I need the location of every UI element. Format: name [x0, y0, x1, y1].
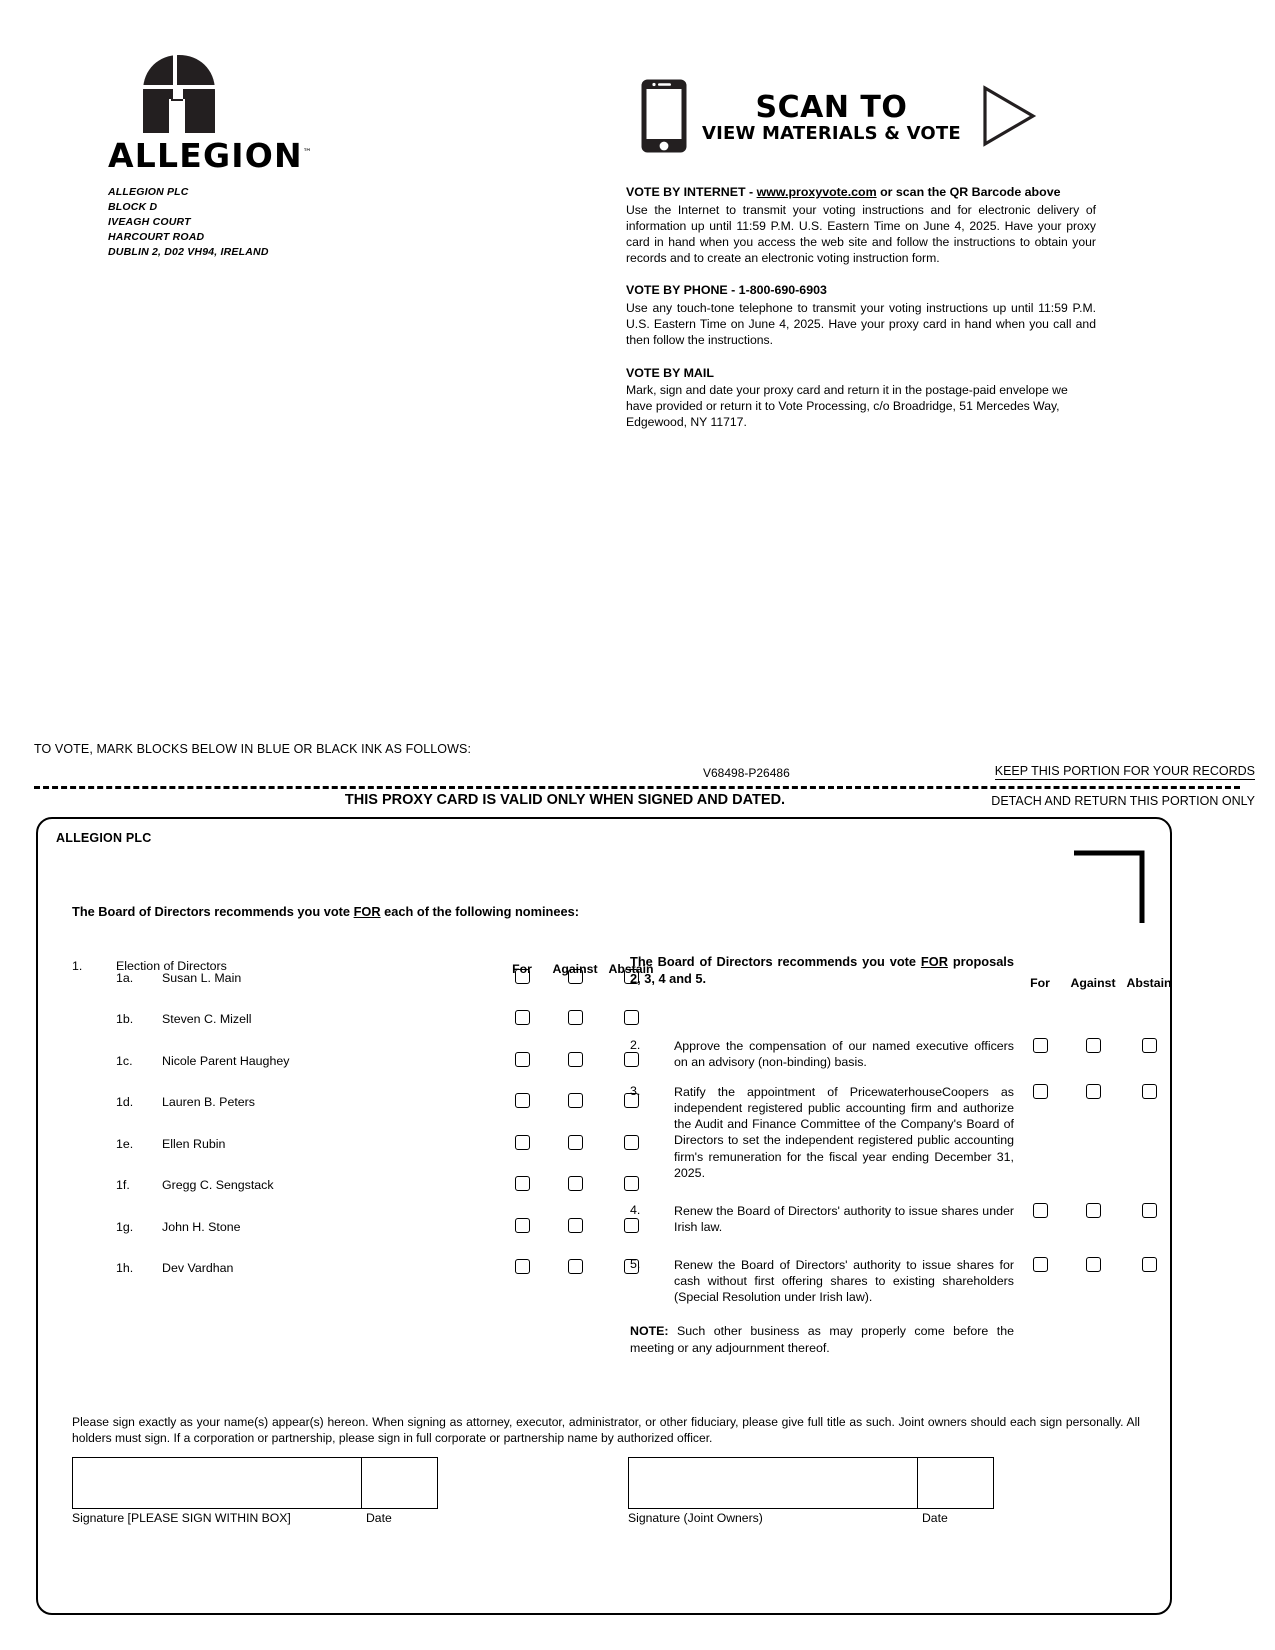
- nominee-row: [72, 1010, 612, 1052]
- nominee-number: 1c.: [116, 1053, 133, 1068]
- vote-for-cell[interactable]: [497, 1218, 547, 1238]
- vote-method-internet: [626, 184, 1096, 266]
- proposal-text: Renew the Board of Directors' authority to issue shares for cash without first offering shares to existing shareholders (Special Resolution under Irish law).: [674, 1258, 1014, 1305]
- perforation-line: [34, 786, 1240, 789]
- proposal-vote-boxes: [1015, 1084, 1177, 1104]
- mobile-phone-icon: [640, 78, 688, 159]
- checkbox-for[interactable]: [515, 1218, 530, 1233]
- allegion-logo-icon: [143, 55, 215, 133]
- address-line: IVEAGH COURT: [108, 215, 191, 228]
- play-triangle-icon: [981, 85, 1037, 152]
- checkbox-against[interactable]: [1086, 1257, 1101, 1272]
- vote-for-cell[interactable]: [1015, 1257, 1065, 1277]
- checkbox-abstain[interactable]: [1142, 1203, 1157, 1218]
- right-rec-part2: proposals 2, 3, 4 and 5.: [630, 954, 1014, 986]
- proposal-vote-boxes: [1015, 1203, 1177, 1223]
- vote-against-cell[interactable]: [1065, 1038, 1121, 1058]
- address-line: ALLEGION PLC: [108, 186, 189, 198]
- vote-against-cell[interactable]: [547, 1052, 603, 1072]
- proposal-text: Ratify the appointment of PricewaterhouseCoopers as independent registered public accounting firm and authorize the Audit and Finance Committee of the Company's Board of Directors to set the independent registered public accounting firm's remuneration for the fiscal year ending December 31, 2025.: [674, 1085, 1014, 1180]
- nominee-row: [72, 1259, 612, 1301]
- proposal-number: 5.: [630, 1257, 641, 1272]
- nominee-row: [72, 1135, 612, 1177]
- proxy-card: [36, 817, 1172, 1615]
- nominee-list: [72, 969, 612, 1301]
- vote-for-cell[interactable]: [1015, 1203, 1065, 1223]
- vote-mail-body: Mark, sign and date your proxy card and return it in the postage-paid envelope we have provided or return it to Vote Processing, c/o Broadridge, 51 Mercedes Way, Edgewood, NY 11717.: [626, 383, 1068, 430]
- checkbox-against[interactable]: [568, 1176, 583, 1191]
- scan-text-block: [702, 92, 961, 144]
- right-recommendation-heading: [630, 954, 1014, 988]
- vote-for-cell[interactable]: [497, 1135, 547, 1155]
- nominee-row: [72, 969, 612, 1011]
- nominee-name: Dev Vardhan: [162, 1261, 234, 1276]
- vote-for-cell[interactable]: [497, 1259, 547, 1279]
- checkbox-for[interactable]: [1033, 1084, 1048, 1099]
- trademark-symbol: ™: [302, 148, 313, 158]
- signature-pair-joint: [628, 1457, 994, 1509]
- left-header-for: For: [512, 962, 532, 976]
- proposal-vote-boxes: [1015, 1257, 1177, 1277]
- nominee-number: 1a.: [116, 970, 134, 985]
- nominee-name: Gregg C. Sengstack: [162, 1178, 274, 1193]
- proposal-text: Renew the Board of Directors' authority to issue shares under Irish law.: [674, 1203, 1014, 1234]
- checkbox-for[interactable]: [515, 1093, 530, 1108]
- checkbox-against[interactable]: [568, 1052, 583, 1067]
- proposal-number: 3.: [630, 1084, 641, 1099]
- vote-abstain-cell[interactable]: [1121, 1257, 1177, 1277]
- vote-against-cell[interactable]: [547, 1093, 603, 1113]
- vote-for-cell[interactable]: [497, 1093, 547, 1113]
- proposal-vote-boxes: [1015, 1038, 1177, 1058]
- card-company-title: ALLEGION PLC: [56, 831, 152, 845]
- mark-blocks-instruction: TO VOTE, MARK BLOCKS BELOW IN BLUE OR BLACK INK AS FOLLOWS:: [34, 742, 472, 756]
- checkbox-against[interactable]: [568, 1135, 583, 1150]
- checkbox-against[interactable]: [1086, 1203, 1101, 1218]
- proxyvote-link[interactable]: www.proxyvote.com: [756, 185, 877, 199]
- logo-wordmark: [108, 136, 438, 175]
- right-rec-part1: The Board of Directors recommends you vote: [630, 954, 921, 969]
- keep-portion-label: KEEP THIS PORTION FOR YOUR RECORDS: [994, 764, 1255, 778]
- nominee-name: Lauren B. Peters: [162, 1095, 255, 1110]
- note-label: NOTE:: [630, 1324, 669, 1339]
- nominee-name: Ellen Rubin: [162, 1136, 226, 1151]
- checkbox-for[interactable]: [515, 1259, 530, 1274]
- ballot-columns: [38, 904, 1170, 1464]
- valid-when-signed-notice: THIS PROXY CARD IS VALID ONLY WHEN SIGNED AND DATED.: [344, 792, 786, 808]
- vote-internet-body: Use the Internet to transmit your voting instructions and for electronic delivery of information up until 11:59 P.M. U.S. Eastern Time on June 4, 2025. Have your proxy card in hand when you access the web site and follow the instructions to obtain your records and to create an electronic voting instruction form.: [626, 202, 1096, 266]
- nominee-number: 1d.: [116, 1095, 134, 1110]
- vote-against-cell[interactable]: [547, 1010, 603, 1030]
- vote-method-mail: [626, 365, 1096, 431]
- nominee-row: [72, 1176, 612, 1218]
- checkbox-abstain[interactable]: [1142, 1084, 1157, 1099]
- checkbox-against[interactable]: [568, 1010, 583, 1025]
- vote-against-cell[interactable]: [1065, 1257, 1121, 1277]
- proposal-row: [630, 1203, 1142, 1235]
- vote-for-cell[interactable]: [1015, 1038, 1065, 1058]
- signature-pair-primary: [72, 1457, 438, 1509]
- label-date-joint: Date: [922, 1511, 948, 1525]
- checkbox-abstain[interactable]: [1142, 1038, 1157, 1053]
- vote-abstain-cell[interactable]: [1121, 1084, 1177, 1104]
- proposal-row: [630, 1084, 1142, 1181]
- address-line: BLOCK D: [108, 200, 158, 213]
- proposal-number: 4.: [630, 1202, 641, 1217]
- address-line: HARCOURT ROAD: [108, 230, 205, 243]
- label-signature-joint: Signature (Joint Owners): [628, 1511, 763, 1525]
- vote-internet-heading: [626, 184, 1096, 201]
- proposal-row: [630, 1257, 1142, 1305]
- date-input-joint[interactable]: [918, 1457, 994, 1509]
- checkbox-for[interactable]: [1033, 1203, 1048, 1218]
- vote-against-cell[interactable]: [547, 1218, 603, 1238]
- label-signature-primary: Signature [PLEASE SIGN WITHIN BOX]: [72, 1511, 291, 1525]
- vote-mail-heading: VOTE BY MAIL: [626, 365, 714, 380]
- proposal-number: 2.: [630, 1037, 641, 1052]
- checkbox-for[interactable]: [1033, 1038, 1048, 1053]
- proposal-1-number: 1.: [72, 959, 83, 973]
- vote-for-cell[interactable]: [1015, 1084, 1065, 1104]
- signature-input-primary[interactable]: [72, 1457, 362, 1509]
- checkbox-abstain[interactable]: [1142, 1257, 1157, 1272]
- company-logo-block: [108, 55, 438, 260]
- checkbox-against[interactable]: [568, 1093, 583, 1108]
- other-business-note: [630, 1323, 1014, 1355]
- logo-wordmark-text: ALLEGION: [108, 136, 303, 175]
- vote-phone-heading: VOTE BY PHONE - 1-800-690-6903: [626, 283, 827, 298]
- nominee-row: [72, 1093, 612, 1135]
- scan-headline: SCAN TO: [755, 90, 908, 126]
- vote-for-cell[interactable]: [497, 1176, 547, 1196]
- vote-against-cell[interactable]: [547, 1135, 603, 1155]
- checkbox-against[interactable]: [568, 969, 583, 984]
- vote-abstain-cell[interactable]: [1121, 1203, 1177, 1223]
- right-header-abstain: Abstain: [1126, 976, 1172, 990]
- proposal-text: Approve the compensation of our named executive officers on an advisory (non-binding) basis.: [674, 1038, 1014, 1069]
- checkbox-against[interactable]: [1086, 1084, 1101, 1099]
- left-rec-part2: each of the following nominees:: [380, 904, 579, 919]
- vote-internet-heading-prefix: VOTE BY INTERNET -: [626, 185, 757, 199]
- nominee-number: 1f.: [116, 1178, 130, 1193]
- scan-to-vote-banner: [640, 78, 1037, 159]
- vote-method-phone: [626, 282, 1096, 348]
- nominee-number: 1e.: [116, 1136, 134, 1151]
- scan-subhead: VIEW MATERIALS & VOTE: [702, 122, 961, 144]
- control-number: V68498-P26486: [703, 766, 790, 780]
- left-rec-part1: The Board of Directors recommends you vote: [72, 904, 354, 919]
- nominee-name: Nicole Parent Haughey: [162, 1053, 290, 1068]
- proposal-list: [630, 1038, 1142, 1356]
- vote-against-cell[interactable]: [547, 969, 603, 989]
- nominee-name: Steven C. Mizell: [162, 1012, 252, 1027]
- nominee-number: 1h.: [116, 1261, 134, 1276]
- vote-phone-body: Use any touch-tone telephone to transmit your voting instructions up until 11:59 P.M. U.S. Eastern Time on June 4, 2025. Have your proxy card in hand when you call and then follow the instructions.: [626, 300, 1096, 348]
- checkbox-against[interactable]: [1086, 1038, 1101, 1053]
- checkbox-for[interactable]: [515, 969, 530, 984]
- vote-for-cell[interactable]: [497, 1010, 547, 1030]
- checkbox-for[interactable]: [1033, 1257, 1048, 1272]
- company-address: [108, 185, 438, 260]
- signature-input-joint[interactable]: [628, 1457, 918, 1509]
- nominee-name: Susan L. Main: [162, 970, 242, 985]
- vote-against-cell[interactable]: [547, 1176, 603, 1196]
- signature-instructions: Please sign exactly as your name(s) appear(s) hereon. When signing as attorney, executor, administrator, or other fiduciary, please give full title as such. Joint owners should each sign personally. All holders must sign. If a corporation or partnership, please sign in full corporate or partnership name by authorized officer.: [72, 1415, 1140, 1446]
- date-input-primary[interactable]: [362, 1457, 438, 1509]
- nominee-row: [72, 1218, 612, 1260]
- left-header-abstain: Abstain: [608, 962, 654, 976]
- top-instructions-section: [0, 0, 1275, 740]
- nominee-row: [72, 1052, 612, 1094]
- ballot-left-column: [72, 904, 654, 1301]
- ballot-right-column: [630, 954, 1172, 1356]
- nominee-number: 1b.: [116, 1012, 134, 1027]
- left-rec-for: FOR: [353, 904, 381, 919]
- left-header-against: Against: [552, 962, 598, 976]
- checkbox-against[interactable]: [568, 1218, 583, 1233]
- detach-portion-label: DETACH AND RETURN THIS PORTION ONLY: [991, 794, 1255, 808]
- vote-for-cell[interactable]: [497, 1052, 547, 1072]
- vote-against-cell[interactable]: [1065, 1203, 1121, 1223]
- right-column-headers: [1015, 976, 1177, 990]
- proposal-1-label: Election of Directors: [116, 959, 227, 973]
- label-date-primary: Date: [366, 1511, 392, 1525]
- right-header-against: Against: [1070, 976, 1116, 990]
- checkbox-for[interactable]: [515, 1176, 530, 1191]
- checkbox-for[interactable]: [515, 1052, 530, 1067]
- vote-against-cell[interactable]: [1065, 1084, 1121, 1104]
- vote-internet-heading-suffix: or scan the QR Barcode above: [876, 185, 1061, 199]
- note-text: Such other business as may properly come before the meeting or any adjournment thereof.: [630, 1324, 1014, 1355]
- vote-for-cell[interactable]: [497, 969, 547, 989]
- checkbox-for[interactable]: [515, 1135, 530, 1150]
- checkbox-for[interactable]: [515, 1010, 530, 1025]
- checkbox-against[interactable]: [568, 1259, 583, 1274]
- proposal-row: [630, 1038, 1142, 1070]
- voting-instructions: [626, 184, 1096, 431]
- right-rec-for: FOR: [920, 954, 948, 969]
- vote-abstain-cell[interactable]: [1121, 1038, 1177, 1058]
- vote-against-cell[interactable]: [547, 1259, 603, 1279]
- address-line: DUBLIN 2, D02 VH94, IRELAND: [108, 245, 269, 258]
- right-header-for: For: [1030, 976, 1050, 990]
- nominee-number: 1g.: [116, 1219, 134, 1234]
- nominee-name: John H. Stone: [162, 1219, 241, 1234]
- left-recommendation-heading: [72, 904, 612, 921]
